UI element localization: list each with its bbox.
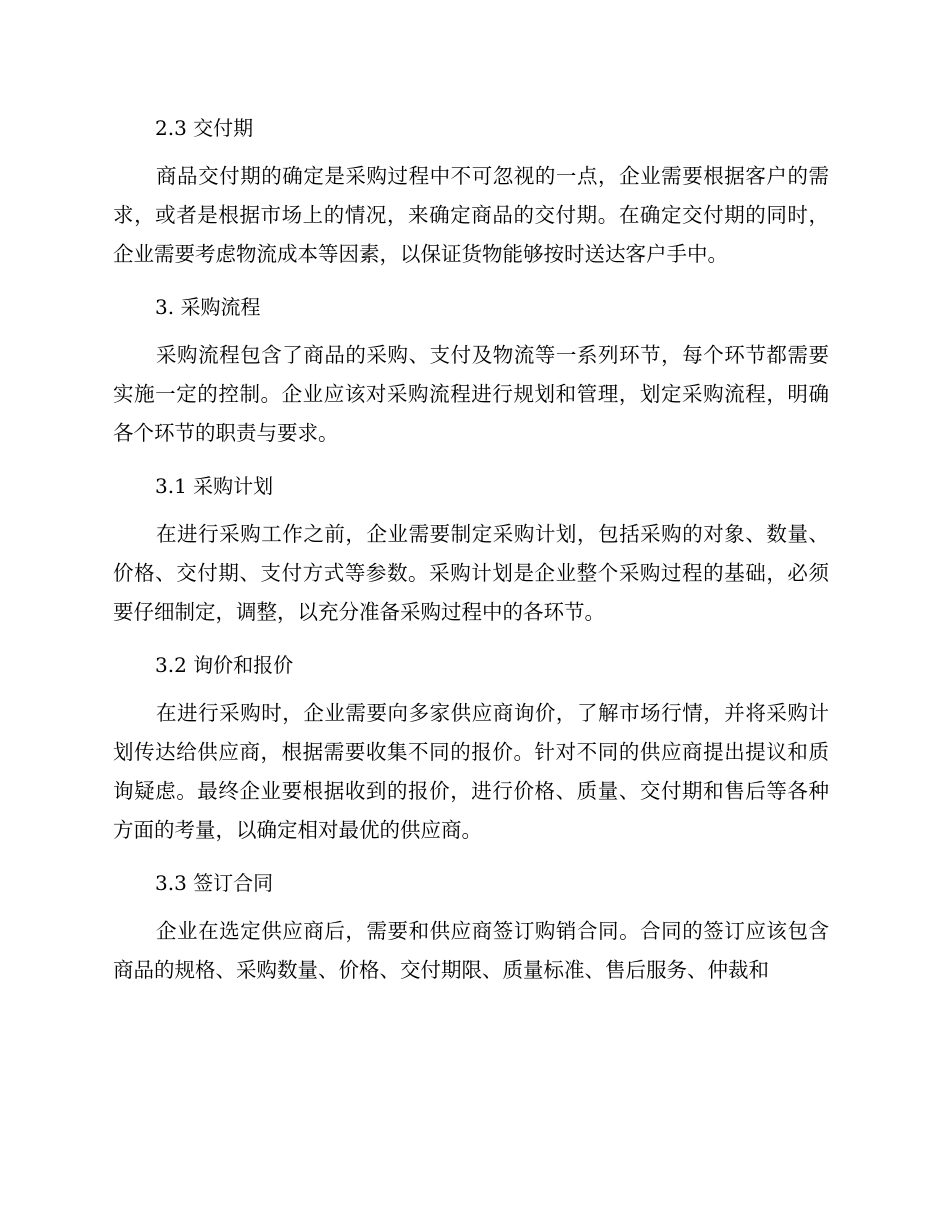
document-content <box>113 108 829 1003</box>
section-paragraph-3-1: 在进行采购工作之前，企业需要制定采购计划，包括采购的对象、数量、价格、交付期、支付方式等参数。采购计划是企业整个采购过程的基础，必须要仔细制定，调整，以充分准备采购过程中的各环节。 <box>113 522 829 624</box>
section-heading-3: 3. 采购流程 <box>155 295 261 319</box>
section-paragraph-3-2: 在进行采购时，企业需要向多家供应商询价，了解市场行情，并将采购计划传达给供应商，根据需要收集不同的报价。针对不同的供应商提出提议和质询疑虑。最终企业要根据收到的报价，进行价格、质量、交付期和售后等各种方面的考量，以确定相对最优的供应商。 <box>113 701 829 842</box>
section-heading-3-2: 3.2 询价和报价 <box>155 653 294 677</box>
section-paragraph-2-3: 商品交付期的确定是采购过程中不可忽视的一点，企业需要根据客户的需求，或者是根据市场上的情况，来确定商品的交付期。在确定交付期的同时，企业需要考虑物流成本等因素，以保证货物能够按时送达客户手中。 <box>113 164 829 266</box>
section-heading-2-3: 2.3 交付期 <box>155 116 254 140</box>
section-heading-3-1: 3.1 采购计划 <box>155 474 274 498</box>
section-heading-3-3: 3.3 签订合同 <box>155 871 274 895</box>
section-paragraph-3-3: 企业在选定供应商后，需要和供应商签订购销合同。合同的签订应该包含商品的规格、采购数量、价格、交付期限、质量标准、售后服务、仲裁和 <box>113 919 829 982</box>
section-paragraph-3: 采购流程包含了商品的采购、支付及物流等一系列环节，每个环节都需要实施一定的控制。企业应该对采购流程进行规划和管理，划定采购流程，明确各个环节的职责与要求。 <box>113 343 829 445</box>
